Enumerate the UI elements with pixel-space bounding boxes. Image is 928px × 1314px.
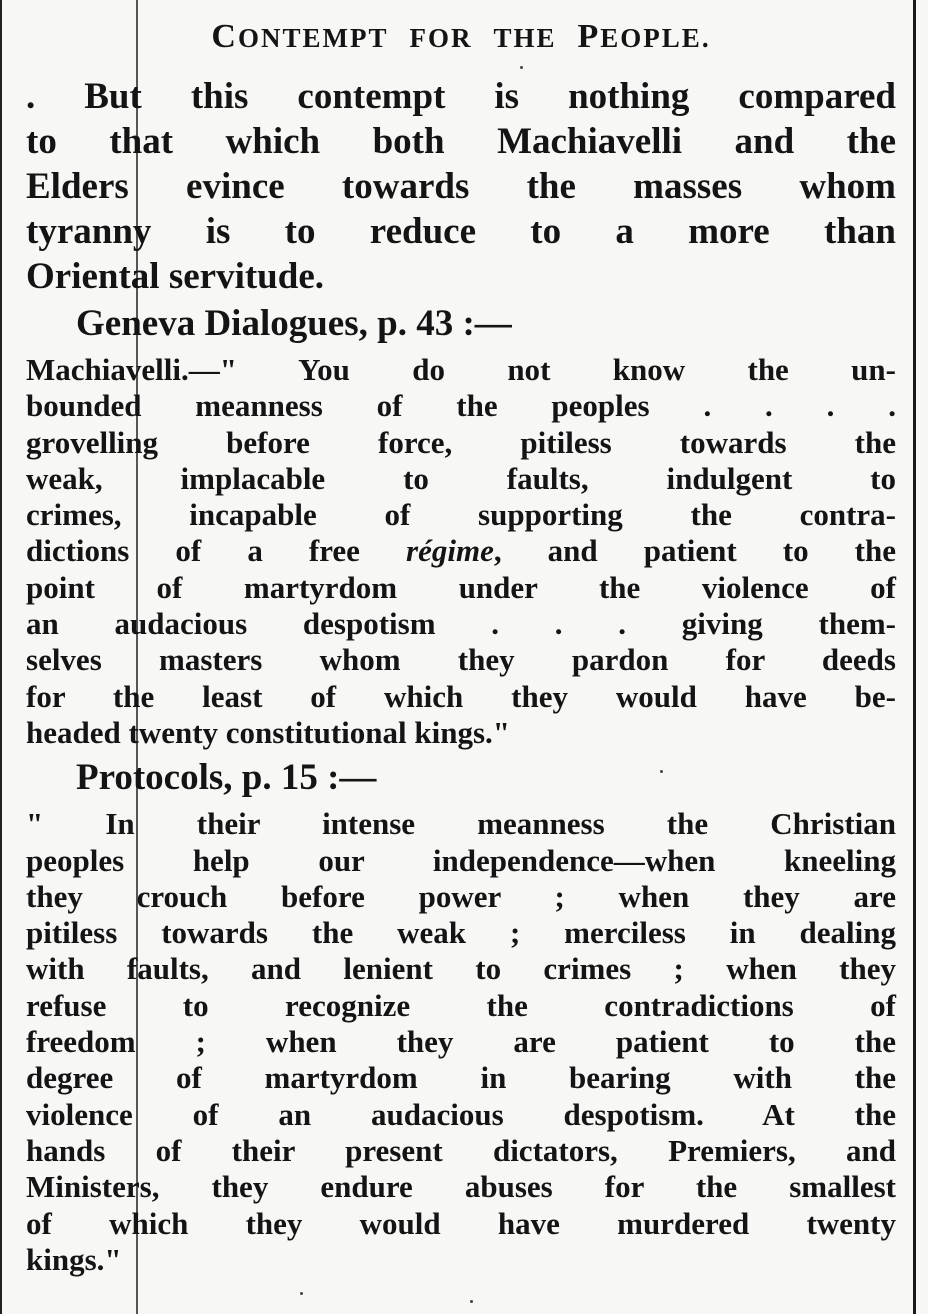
quote-line: refuse to recognize the contradictions of xyxy=(26,987,896,1023)
print-speck xyxy=(300,1292,303,1295)
quote-line: they crouch before power ; when they are xyxy=(26,878,896,914)
headline-initial-1: C xyxy=(211,18,238,55)
headline-word-4-rest: EOPLE. xyxy=(600,23,711,53)
intro-line: tyranny is to reduce to a more than xyxy=(26,211,896,252)
quote-machiavelli xyxy=(26,352,896,751)
quote-line: pitiless towards the weak ; merciless in dealing xyxy=(26,915,896,951)
quote-line: " In their intense meanness the Christian xyxy=(26,806,896,842)
intro-line: . But this contempt is nothing compared xyxy=(26,76,896,117)
quote-line: freedom ; when they are patient to the xyxy=(26,1024,896,1060)
italic-word-regime: régime xyxy=(406,533,494,569)
quote-line: an audacious despotism . . . giving them- xyxy=(26,606,896,642)
quote-line: headed twenty constitutional kings." xyxy=(26,714,510,750)
quote-line: of which they would have murdered twenty xyxy=(26,1205,896,1241)
quote-line: peoples help our independence—when kneeling xyxy=(26,842,896,878)
quote-line: bounded meanness of the peoples . . . . xyxy=(26,388,896,424)
quote-line: violence of an audacious despotism. At the xyxy=(26,1096,896,1132)
quote-line: with faults, and lenient to crimes ; when they xyxy=(26,951,896,987)
quote-line: point of martyrdom under the violence of xyxy=(26,569,896,605)
clipping-left-edge xyxy=(0,0,2,1314)
quote-line: crimes, incapable of supporting the contra- xyxy=(26,497,896,533)
headline-word-1-rest: ONTEMPT xyxy=(237,23,389,53)
citation-protocols: Protocols, p. 15 :— xyxy=(76,757,377,799)
quote-line-part: dictions of a free xyxy=(26,533,360,569)
print-speck xyxy=(520,66,523,69)
quote-line: grovelling before force, pitiless towards the xyxy=(26,424,896,460)
quote-line: Ministers, they endure abuses for the smallest xyxy=(26,1169,896,1205)
quote-line: kings." xyxy=(26,1241,122,1277)
intro-paragraph xyxy=(26,74,896,299)
citation-geneva-dialogues: Geneva Dialogues, p. 43 :— xyxy=(76,303,512,344)
intro-line: Oriental servitude. xyxy=(26,256,325,297)
article-headline xyxy=(26,12,896,64)
quote-line: degree of martyrdom in bearing with the xyxy=(26,1060,896,1096)
quote-line: weak, implacable to faults, indulgent to xyxy=(26,460,896,496)
headline-word-2: FOR xyxy=(409,23,473,53)
quote-line: selves masters whom they pardon for deeds xyxy=(26,642,896,678)
quote-line-part: , and patient to the xyxy=(493,533,896,569)
quote-line: hands of their present dictators, Premiers, and xyxy=(26,1132,896,1168)
intro-line: to that which both Machiavelli and the xyxy=(26,121,896,162)
headline-word-3: THE xyxy=(493,23,557,53)
print-speck xyxy=(470,1300,473,1303)
article-column xyxy=(26,12,896,1278)
quote-line xyxy=(26,533,896,569)
clipping-right-edge xyxy=(913,0,916,1314)
intro-line: Elders evince towards the masses whom xyxy=(26,166,896,207)
quote-protocols xyxy=(26,806,896,1278)
print-speck xyxy=(660,770,663,773)
quote-line: for the least of which they would have be- xyxy=(26,678,896,714)
quote-line: Machiavelli.—" You do not know the un- xyxy=(26,352,896,387)
headline-initial-4: P xyxy=(577,18,601,55)
